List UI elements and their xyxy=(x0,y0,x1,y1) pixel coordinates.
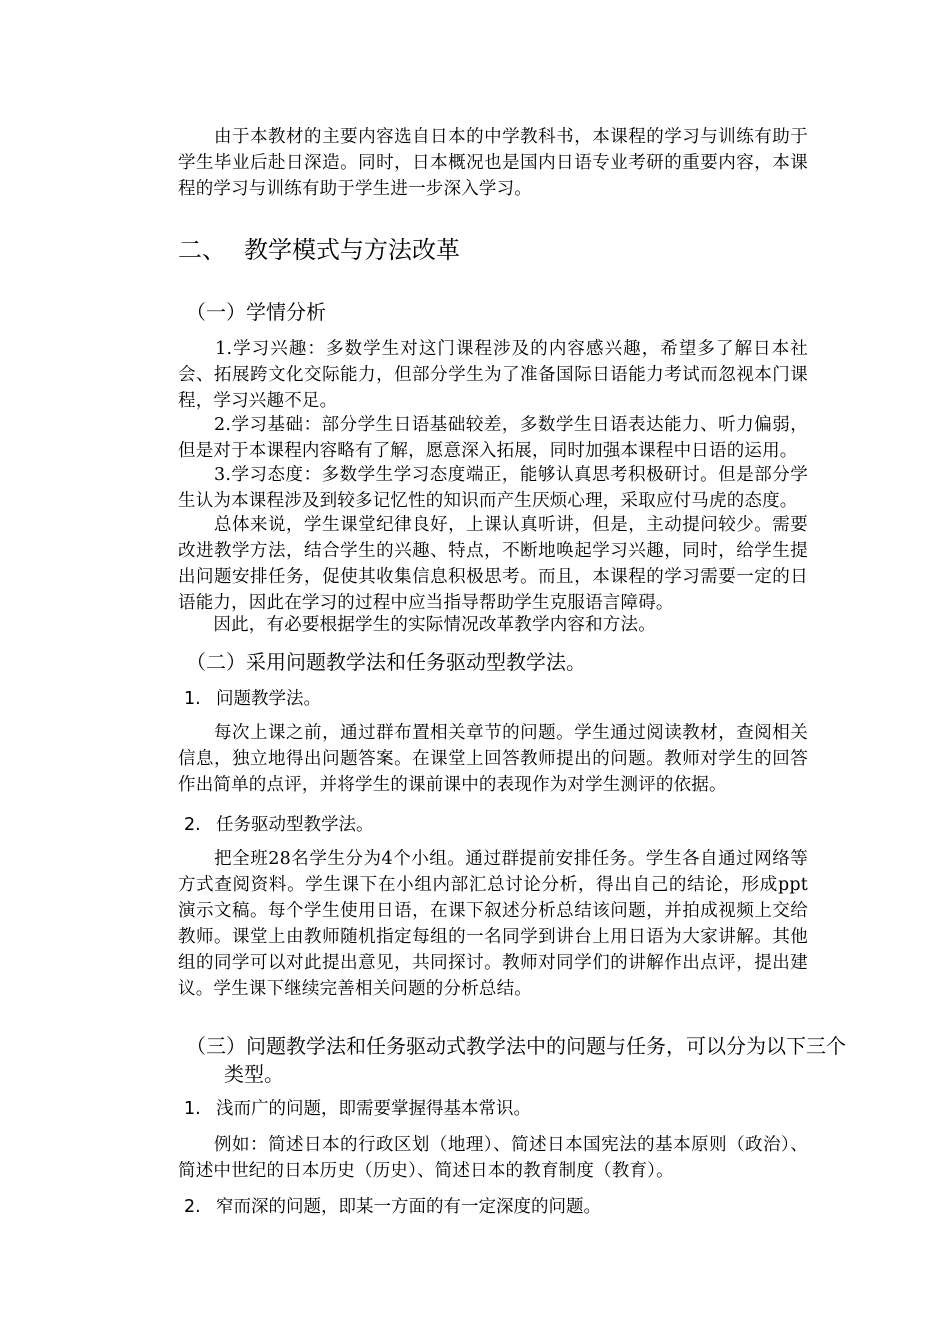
paragraph-problem-method: 每次上课之前，通过群布置相关章节的问题。学生通过阅读教材，查阅相关信息，独立地得出问题答案。在课堂上回答教师提出的问题。教师对学生的回答作出简单的点评，并将学生的课前课中的表现作为对学生测评的依据。 xyxy=(178,723,808,795)
item-heading-task-method xyxy=(184,812,804,838)
item-number: 2. xyxy=(184,1197,201,1217)
item-number: 1. xyxy=(184,689,201,709)
item-heading-deep-questions xyxy=(184,1194,804,1220)
intro-paragraph: 由于本教材的主要内容选自日本的中学教科书，本课程的学习与训练有助于学生毕业后赴日深造。同时，日本概况也是国内日语专业考研的重要内容，本课程的学习与训练有助于学生进一步深入学习。 xyxy=(178,127,808,199)
item-title: 任务驱动型教学法。 xyxy=(216,815,374,835)
item-heading-problem-method xyxy=(184,686,804,712)
paragraph-summary: 总体来说，学生课堂纪律良好，上课认真听讲，但是，主动提问较少。需要改进教学方法，结合学生的兴趣、特点，不断地唤起学习兴趣，同时，给学生提出问题安排任务，促使其收集信息积极思考。而且，本课程的学习需要一定的日语能力，因此在学习的过程中应当指导帮助学生克服语言障碍。 xyxy=(178,515,808,613)
item-heading-broad-questions xyxy=(184,1096,804,1122)
paragraph-attitude: 3.学习态度：多数学生学习态度端正，能够认真思考积极研讨。但是部分学生认为本课程涉及到较多记忆性的知识而产生厌烦心理，采取应付马虎的态度。 xyxy=(178,465,808,511)
item-title: 浅而广的问题，即需要掌握得基本常识。 xyxy=(216,1099,531,1119)
paragraph-interest: 1.学习兴趣：多数学生对这门课程涉及的内容感兴趣，希望多了解日本社会、拓展跨文化交际能力，但部分学生为了准备国际日语能力考试而忽视本门课程，学习兴趣不足。 xyxy=(178,339,808,411)
paragraph-broad-examples: 例如：简述日本的行政区划（地理）、简述日本国宪法的基本原则（政治）、简述中世纪的日本历史（历史）、简述日本的教育制度（教育）。 xyxy=(178,1135,808,1181)
paragraph-foundation: 2.学习基础：部分学生日语基础较差，多数学生日语表达能力、听力偏弱，但是对于本课程内容略有了解，愿意深入拓展，同时加强本课程中日语的运用。 xyxy=(178,415,808,461)
paragraph-task-method: 把全班28名学生分为4个小组。通过群提前安排任务。学生各自通过网络等方式查阅资料。学生课下在小组内部汇总讨论分析，得出自己的结论，形成ppt演示文稿。每个学生使用日语，在课下叙述分析总结该问题，并拍成视频上交给教师。课堂上由教师随机指定每组的一名同学到讲台上用日语为大家讲解。其他组的同学可以对此提出意见，共同探讨。教师对同学们的讲解作出点评，提出建议。学生课下继续完善相关问题的分析总结。 xyxy=(178,849,808,999)
subsection-heading-3: （三）问题教学法和任务驱动式教学法中的问题与任务，可以分为以下三个类型。 xyxy=(186,1034,846,1086)
item-title: 问题教学法。 xyxy=(216,689,321,709)
subsection-heading-1: （一）学情分析 xyxy=(186,300,326,324)
subsection-heading-2: （二）采用问题教学法和任务驱动型教学法。 xyxy=(186,650,586,674)
item-title: 窄而深的问题，即某一方面的有一定深度的问题。 xyxy=(216,1197,601,1217)
paragraph-conclusion: 因此，有必要根据学生的实际情况改革教学内容和方法。 xyxy=(178,615,656,635)
section-title: 教学模式与方法改革 xyxy=(244,236,460,264)
section-number: 二、 xyxy=(178,236,226,264)
item-number: 2. xyxy=(184,815,201,835)
item-number: 1. xyxy=(184,1099,201,1119)
section-heading xyxy=(178,234,808,266)
